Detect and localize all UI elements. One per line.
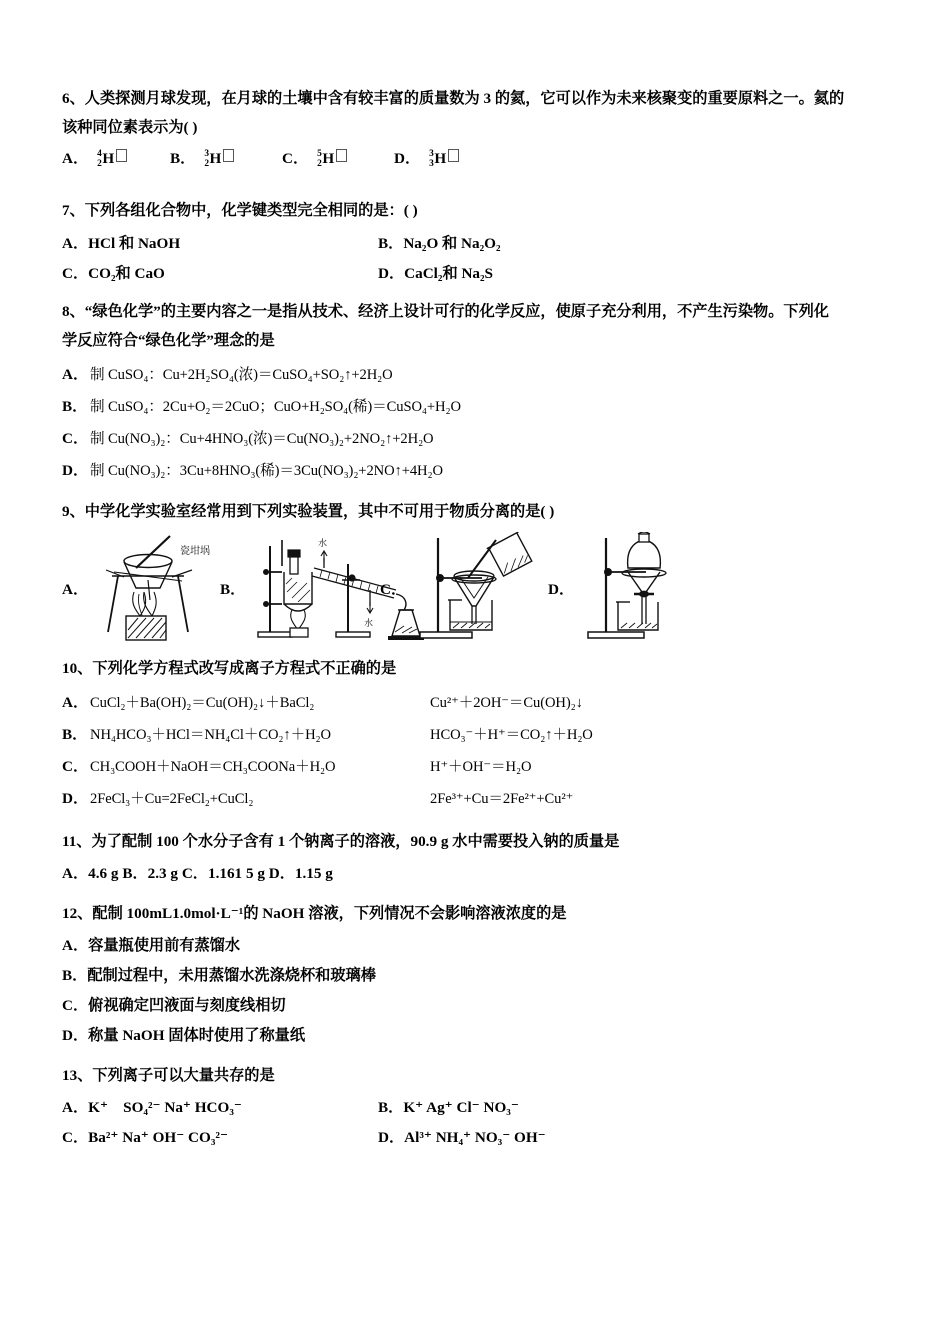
figure-b-label: B． <box>220 581 246 598</box>
isotope-a-symbol: H <box>102 150 115 167</box>
question-12-option-a[interactable] <box>62 931 938 961</box>
question-8-stem-line1 <box>62 297 938 326</box>
question-7-number: 7、 <box>62 202 85 219</box>
option-d-text: 制 Cu(NO₃)₂：3Cu+8HNO₃(稀)＝3Cu(NO₃)₂+2NO↑+4H₂O <box>90 463 443 479</box>
question-7-options-row-1 <box>62 229 938 259</box>
option-a-text: K⁺ SO₄²⁻ Na⁺ HCO₃⁻ <box>88 1099 242 1116</box>
option-a-label: A． <box>62 235 89 252</box>
question-13-text: 下列离子可以大量共存的是 <box>92 1067 275 1084</box>
option-c-label: C． <box>282 150 309 167</box>
question-8 <box>62 297 938 487</box>
figure-c-filtration-funnel-beaker <box>412 532 562 644</box>
tofu-box-icon <box>223 149 234 162</box>
question-7-stem <box>62 196 938 225</box>
isotope-notation-b <box>204 142 234 176</box>
option-c-label: C． <box>62 997 89 1014</box>
question-12-text: 配制 100mL1.0mol·L⁻¹的 NaOH 溶液，下列情况不会影响溶液浓度的是 <box>92 905 567 922</box>
question-13-options-row-1 <box>62 1093 938 1123</box>
option-c-text: CO₂和 CaO <box>88 265 165 282</box>
question-7-text: 下列各组化合物中，化学键类型完全相同的是：( ) <box>84 202 418 219</box>
option-b-text: 配制过程中，未用蒸馏水洗涤烧杯和玻璃棒 <box>87 967 376 984</box>
isotope-c-mass: 5 <box>317 148 322 159</box>
isotope-c-symbol: H <box>322 150 335 167</box>
question-11-text: 为了配制 100 个水分子含有 1 个钠离子的溶液，90.9 g 水中需要投入钠的质量是 <box>91 833 620 850</box>
option-d-label: D． <box>378 1129 405 1146</box>
question-9-text: 中学化学实验室经常用到下列实验装置，其中不可用于物质分离的是( ) <box>84 503 555 520</box>
question-7-option-a[interactable] <box>62 229 378 259</box>
question-13-options-row-2 <box>62 1123 938 1153</box>
question-6-option-d[interactable] <box>394 142 459 176</box>
option-a-label: A． <box>62 694 89 711</box>
question-6-option-c[interactable] <box>282 142 394 176</box>
question-6 <box>62 84 938 176</box>
option-a-text: 容量瓶使用前有蒸馏水 <box>88 937 241 954</box>
option-b-label: B． <box>378 1099 404 1116</box>
question-6-number: 6、 <box>62 90 85 107</box>
isotope-a-mass: 4 <box>97 148 102 159</box>
question-11-number: 11、 <box>62 833 92 850</box>
question-10-option-d[interactable] <box>62 783 938 815</box>
figure-b-annotation-top: 水 <box>318 539 328 549</box>
figure-c-label: C． <box>380 581 407 598</box>
isotope-b-symbol: H <box>209 150 222 167</box>
option-a-label: A． <box>62 1099 89 1116</box>
isotope-notation-d <box>429 142 459 176</box>
option-d-text: CaCl₂和 Na₂S <box>404 265 494 282</box>
tofu-box-icon <box>448 149 459 162</box>
question-13-stem <box>62 1061 938 1090</box>
option-c-label: C． <box>62 758 89 775</box>
question-8-option-b[interactable] <box>62 391 938 423</box>
question-6-option-b[interactable] <box>170 142 282 176</box>
question-8-option-a[interactable] <box>62 359 938 391</box>
figure-b-annotation-bottom: 水 <box>364 619 374 629</box>
question-12-option-d[interactable] <box>62 1021 938 1051</box>
option-a-text: HCl 和 NaOH <box>88 235 181 252</box>
question-8-option-c[interactable] <box>62 423 938 455</box>
option-d-label: D． <box>62 790 89 807</box>
question-6-text-line1: 人类探测月球发现，在月球的土壤中含有较丰富的质量数为 3 的氦，它可以作为未来核聚变的重要原料之一。氦的 <box>84 90 845 107</box>
question-13-number: 13、 <box>62 1067 93 1084</box>
option-c-label: C． <box>62 430 89 447</box>
option-d-label: D． <box>62 1027 89 1044</box>
isotope-notation-c <box>317 142 347 176</box>
option-a-label: A． <box>62 366 89 383</box>
option-d-label: D． <box>394 150 421 167</box>
isotope-a-atomic: 2 <box>97 158 102 169</box>
tofu-box-icon <box>336 149 347 162</box>
question-11 <box>62 827 938 889</box>
option-a-text: 制 CuSO₄：Cu+2H₂SO₄(浓)＝CuSO₄+SO₂↑+2H₂O <box>90 367 393 383</box>
question-9-number: 9、 <box>62 503 85 520</box>
question-9-stem <box>62 497 938 526</box>
question-12-stem <box>62 899 938 928</box>
option-c-text: 制 Cu(NO₃)₂：Cu+4HNO₃(浓)＝Cu(NO₃)₂+2NO₂↑+2H₂O <box>90 431 434 447</box>
question-10-option-b[interactable] <box>62 719 938 751</box>
isotope-d-mass: 3 <box>429 148 434 159</box>
option-d-label: D． <box>62 462 89 479</box>
option-c-label: C． <box>62 1129 89 1146</box>
question-9-figures <box>62 532 938 644</box>
question-13-option-d[interactable] <box>378 1123 938 1153</box>
option-d-molecular-equation: 2FeCl₃＋Cu=2FeCl₂+CuCl₂ <box>90 791 254 807</box>
figure-a-annotation: 瓷坩埚 <box>180 546 210 557</box>
question-6-option-a[interactable] <box>62 142 170 176</box>
question-7-options-row-2 <box>62 259 938 289</box>
option-c-label: C． <box>62 265 89 282</box>
option-c-ionic-equation: H⁺＋OH⁻＝H₂O <box>430 759 532 775</box>
option-d-text: Al³⁺ NH₄⁺ NO₃⁻ OH⁻ <box>404 1129 546 1146</box>
question-13-option-c[interactable] <box>62 1123 378 1153</box>
isotope-d-symbol: H <box>434 150 447 167</box>
question-10-number: 10、 <box>62 660 93 677</box>
question-10 <box>62 654 938 815</box>
option-b-text: Na₂O 和 Na₂O₂ <box>403 235 501 252</box>
question-12-number: 12、 <box>62 905 93 922</box>
isotope-c-atomic: 2 <box>317 158 322 169</box>
option-a-molecular-equation: CuCl₂＋Ba(OH)₂＝Cu(OH)₂↓＋BaCl₂ <box>90 695 315 711</box>
question-10-option-a[interactable] <box>62 687 938 719</box>
isotope-d-atomic: 3 <box>429 158 434 169</box>
option-b-label: B． <box>378 235 404 252</box>
option-a-label: A． <box>62 937 89 954</box>
isotope-notation-a <box>97 142 127 176</box>
figure-d-label: D． <box>548 581 575 598</box>
option-c-text: Ba²⁺ Na⁺ OH⁻ CO₃²⁻ <box>88 1129 228 1146</box>
question-6-stem-line1 <box>62 84 938 113</box>
question-13-option-b[interactable] <box>378 1093 938 1123</box>
exam-content <box>62 84 938 1155</box>
isotope-b-atomic: 2 <box>204 158 210 169</box>
option-b-text: 制 CuSO₄：2Cu+O₂＝2CuO；CuO+H₂SO₄(稀)＝CuSO₄+H₂O <box>90 399 461 415</box>
question-9 <box>62 497 938 644</box>
question-12-option-c[interactable] <box>62 991 938 1021</box>
question-7-option-d[interactable] <box>378 259 938 289</box>
option-b-label: B． <box>62 398 88 415</box>
option-b-label: B． <box>170 150 196 167</box>
question-8-stem-line2: 学反应符合“绿色化学”理念的是 <box>62 332 275 349</box>
question-7 <box>62 196 938 289</box>
tofu-box-icon <box>116 149 127 162</box>
isotope-b-mass: 3 <box>204 148 210 159</box>
question-10-stem <box>62 654 938 683</box>
question-8-option-d[interactable] <box>62 455 938 487</box>
option-d-label: D． <box>378 265 405 282</box>
question-13 <box>62 1061 938 1153</box>
option-c-text: 俯视确定凹液面与刻度线相切 <box>88 997 286 1014</box>
option-b-text: K⁺ Ag⁺ Cl⁻ NO₃⁻ <box>403 1099 519 1116</box>
option-d-ionic-equation: 2Fe³⁺+Cu＝2Fe²⁺+Cu²⁺ <box>430 791 574 807</box>
figure-a-label: A． <box>62 581 89 598</box>
question-11-stem <box>62 827 938 856</box>
question-10-option-c[interactable] <box>62 751 938 783</box>
option-d-text: 称量 NaOH 固体时使用了称量纸 <box>88 1027 306 1044</box>
question-6-stem-line2: 该种同位素表示为( ) <box>62 119 198 136</box>
question-8-text-line1: “绿色化学”的主要内容之一是指从技术、经济上设计可行的化学反应，使原子充分利用，不产生污染物。下列化 <box>84 303 829 320</box>
question-7-option-c[interactable] <box>62 259 378 289</box>
question-13-option-a[interactable] <box>62 1093 378 1123</box>
question-7-option-b[interactable] <box>378 229 938 259</box>
option-b-label: B． <box>62 726 88 743</box>
question-12-option-b[interactable] <box>62 961 938 991</box>
question-8-number: 8、 <box>62 303 85 320</box>
option-a-ionic-equation: Cu²⁺＋2OH⁻＝Cu(OH)₂↓ <box>430 695 583 711</box>
option-b-molecular-equation: NH₄HCO₃＋HCl＝NH₄Cl＋CO₂↑＋H₂O <box>90 727 331 743</box>
question-6-options <box>62 142 938 176</box>
question-12 <box>62 899 938 1051</box>
option-a-label: A． <box>62 150 89 167</box>
option-b-label: B． <box>62 967 88 984</box>
option-c-molecular-equation: CH₃COOH＋NaOH＝CH₃COONa＋H₂O <box>90 759 336 775</box>
figure-d-separating-funnel-stand <box>578 532 728 644</box>
question-10-text: 下列化学方程式改写成离子方程式不正确的是 <box>92 660 397 677</box>
question-11-options[interactable]: A．4.6 g B．2.3 g C．1.161 5 g D．1.15 g <box>62 865 333 882</box>
option-b-ionic-equation: HCO₃⁻＋H⁺＝CO₂↑＋H₂O <box>430 727 593 743</box>
